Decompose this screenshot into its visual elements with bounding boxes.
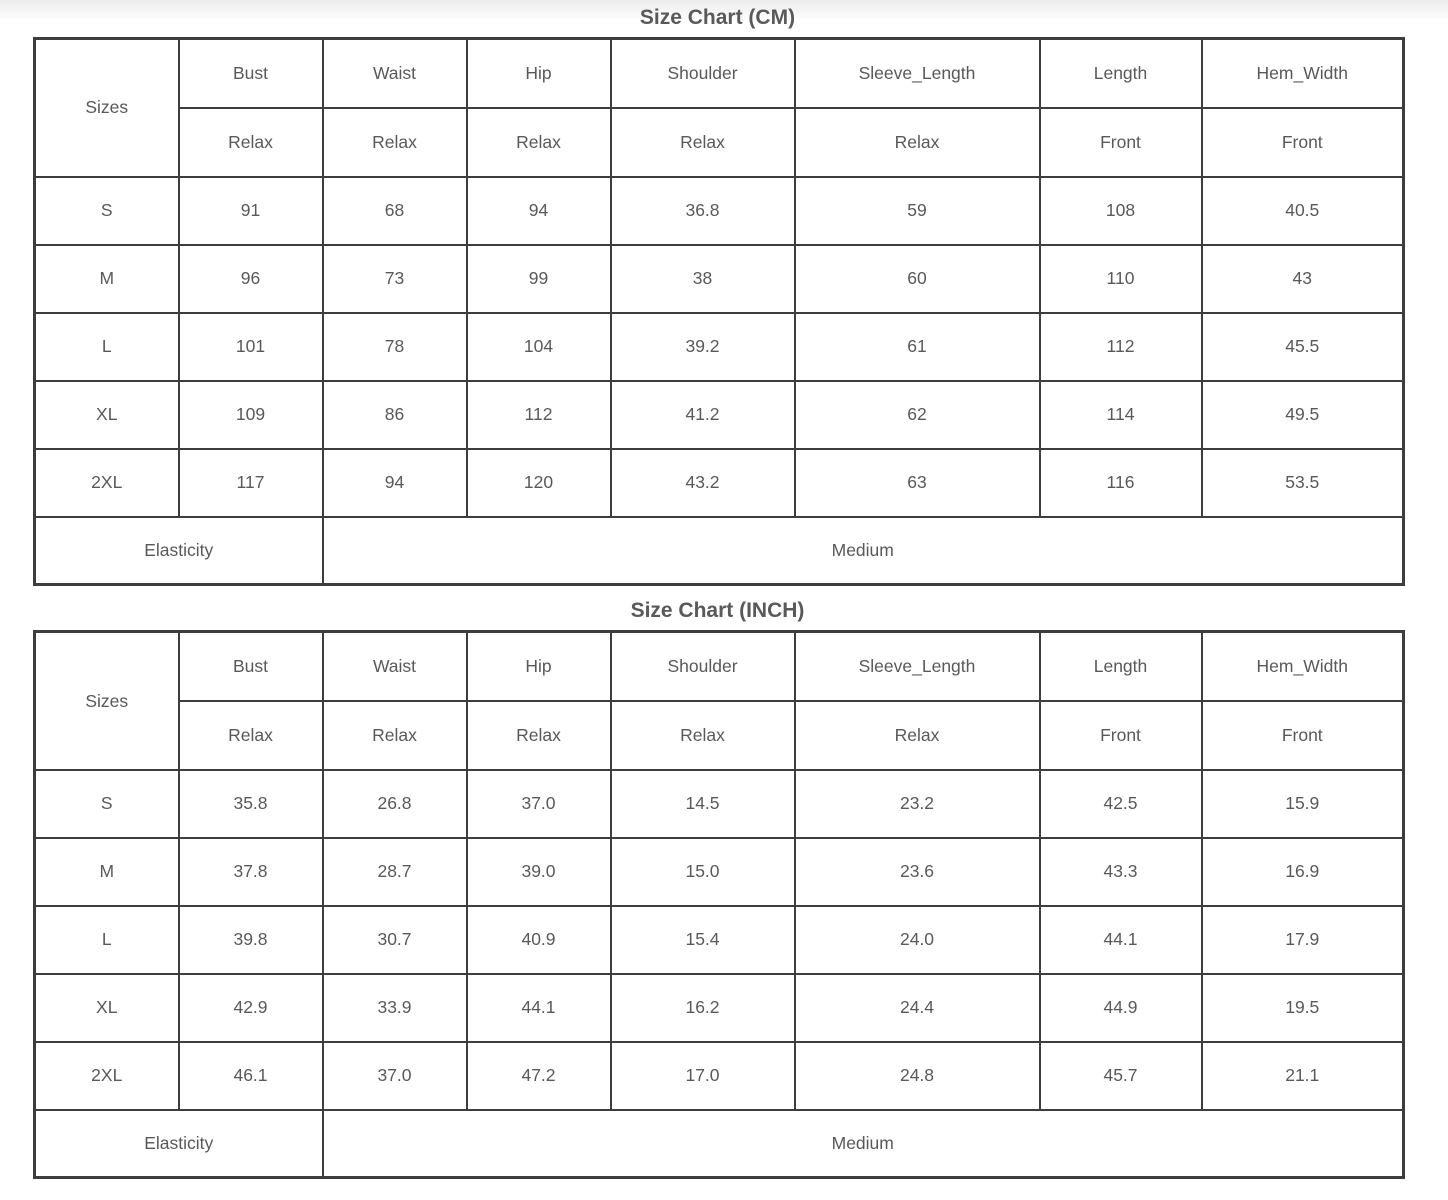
header-row-measurements <box>35 39 1404 108</box>
size-label: XL <box>35 974 179 1042</box>
column-subheader-length: Front <box>1040 108 1202 177</box>
measurement-value: 49.5 <box>1202 381 1404 449</box>
column-header-sleeve-length: Sleeve_Length <box>795 39 1040 108</box>
measurement-value: 116 <box>1040 449 1202 517</box>
measurement-value: 26.8 <box>323 770 467 838</box>
measurement-value: 101 <box>179 313 323 381</box>
size-chart-title: Size Chart (CM) <box>639 6 796 29</box>
column-header-waist: Waist <box>323 39 467 108</box>
column-header-hem-width: Hem_Width <box>1202 39 1404 108</box>
measurement-value: 86 <box>323 381 467 449</box>
size-label: 2XL <box>35 449 179 517</box>
size-label: L <box>35 313 179 381</box>
size-label: S <box>35 770 179 838</box>
measurement-value: 24.0 <box>795 906 1040 974</box>
size-row-2xl <box>35 1042 1404 1110</box>
measurement-value: 39.0 <box>467 838 611 906</box>
header-row-fit-type <box>35 701 1404 770</box>
size-row-xl <box>35 974 1404 1042</box>
column-header-bust: Bust <box>179 632 323 701</box>
measurement-value: 68 <box>323 177 467 245</box>
column-subheader-bust: Relax <box>179 701 323 770</box>
measurement-value: 45.5 <box>1202 313 1404 381</box>
measurement-value: 17.0 <box>611 1042 795 1110</box>
column-subheader-waist: Relax <box>323 108 467 177</box>
measurement-value: 42.9 <box>179 974 323 1042</box>
column-subheader-bust: Relax <box>179 108 323 177</box>
measurement-value: 114 <box>1040 381 1202 449</box>
column-header-length: Length <box>1040 632 1202 701</box>
measurement-value: 47.2 <box>467 1042 611 1110</box>
size-chart-section <box>33 586 1402 1179</box>
measurement-value: 30.7 <box>323 906 467 974</box>
measurement-value: 28.7 <box>323 838 467 906</box>
measurement-value: 96 <box>179 245 323 313</box>
size-row-s <box>35 770 1404 838</box>
measurement-value: 53.5 <box>1202 449 1404 517</box>
measurement-value: 21.1 <box>1202 1042 1404 1110</box>
measurement-value: 62 <box>795 381 1040 449</box>
size-label: M <box>35 838 179 906</box>
measurement-value: 37.0 <box>323 1042 467 1110</box>
measurement-value: 15.9 <box>1202 770 1404 838</box>
measurement-value: 120 <box>467 449 611 517</box>
measurement-value: 15.0 <box>611 838 795 906</box>
column-subheader-hem-width: Front <box>1202 108 1404 177</box>
measurement-value: 42.5 <box>1040 770 1202 838</box>
sizes-corner-cell: Sizes <box>35 632 179 770</box>
size-chart-title: Size Chart (INCH) <box>630 599 805 623</box>
header-row-fit-type <box>35 108 1404 177</box>
elasticity-row <box>35 1110 1404 1178</box>
measurement-value: 24.8 <box>795 1042 1040 1110</box>
elasticity-label-cell: Elasticity <box>35 1110 323 1178</box>
measurement-value: 60 <box>795 245 1040 313</box>
measurement-value: 61 <box>795 313 1040 381</box>
column-header-bust: Bust <box>179 39 323 108</box>
measurement-value: 40.5 <box>1202 177 1404 245</box>
size-row-l <box>35 313 1404 381</box>
size-row-m <box>35 245 1404 313</box>
measurement-value: 44.9 <box>1040 974 1202 1042</box>
measurement-value: 43.2 <box>611 449 795 517</box>
column-header-hip: Hip <box>467 39 611 108</box>
measurement-value: 112 <box>1040 313 1202 381</box>
measurement-value: 16.2 <box>611 974 795 1042</box>
measurement-value: 17.9 <box>1202 906 1404 974</box>
measurement-value: 41.2 <box>611 381 795 449</box>
measurement-value: 38 <box>611 245 795 313</box>
column-subheader-hem-width: Front <box>1202 701 1404 770</box>
measurement-value: 23.6 <box>795 838 1040 906</box>
measurement-value: 43 <box>1202 245 1404 313</box>
measurement-value: 108 <box>1040 177 1202 245</box>
size-label: S <box>35 177 179 245</box>
measurement-value: 59 <box>795 177 1040 245</box>
measurement-value: 94 <box>467 177 611 245</box>
measurement-value: 94 <box>323 449 467 517</box>
size-label: 2XL <box>35 1042 179 1110</box>
column-subheader-hip: Relax <box>467 108 611 177</box>
column-subheader-shoulder: Relax <box>611 701 795 770</box>
elasticity-label-cell: Elasticity <box>35 517 323 585</box>
measurement-value: 112 <box>467 381 611 449</box>
measurement-value: 99 <box>467 245 611 313</box>
measurement-value: 63 <box>795 449 1040 517</box>
measurement-value: 43.3 <box>1040 838 1202 906</box>
size-chart-table <box>33 630 1405 1179</box>
measurement-value: 14.5 <box>611 770 795 838</box>
column-header-length: Length <box>1040 39 1202 108</box>
measurement-value: 117 <box>179 449 323 517</box>
measurement-value: 46.1 <box>179 1042 323 1110</box>
measurement-value: 39.2 <box>611 313 795 381</box>
column-header-shoulder: Shoulder <box>611 632 795 701</box>
size-label: XL <box>35 381 179 449</box>
column-header-waist: Waist <box>323 632 467 701</box>
measurement-value: 44.1 <box>1040 906 1202 974</box>
measurement-value: 78 <box>323 313 467 381</box>
measurement-value: 104 <box>467 313 611 381</box>
measurement-value: 37.0 <box>467 770 611 838</box>
elasticity-value-cell: Medium <box>323 517 1404 585</box>
size-chart-section <box>33 0 1402 586</box>
measurement-value: 91 <box>179 177 323 245</box>
size-charts-container <box>33 0 1402 1179</box>
column-subheader-hip: Relax <box>467 701 611 770</box>
measurement-value: 24.4 <box>795 974 1040 1042</box>
size-row-s <box>35 177 1404 245</box>
size-label: L <box>35 906 179 974</box>
column-subheader-length: Front <box>1040 701 1202 770</box>
measurement-value: 40.9 <box>467 906 611 974</box>
sizes-corner-cell: Sizes <box>35 39 179 177</box>
measurement-value: 109 <box>179 381 323 449</box>
elasticity-value-cell: Medium <box>323 1110 1404 1178</box>
column-subheader-waist: Relax <box>323 701 467 770</box>
measurement-value: 33.9 <box>323 974 467 1042</box>
elasticity-row <box>35 517 1404 585</box>
column-subheader-sleeve-length: Relax <box>795 701 1040 770</box>
size-label: M <box>35 245 179 313</box>
column-header-shoulder: Shoulder <box>611 39 795 108</box>
size-row-2xl <box>35 449 1404 517</box>
measurement-value: 44.1 <box>467 974 611 1042</box>
size-row-m <box>35 838 1404 906</box>
size-row-l <box>35 906 1404 974</box>
measurement-value: 15.4 <box>611 906 795 974</box>
size-row-xl <box>35 381 1404 449</box>
measurement-value: 45.7 <box>1040 1042 1202 1110</box>
measurement-value: 36.8 <box>611 177 795 245</box>
measurement-value: 37.8 <box>179 838 323 906</box>
measurement-value: 110 <box>1040 245 1202 313</box>
measurement-value: 19.5 <box>1202 974 1404 1042</box>
size-chart-table <box>33 37 1405 586</box>
measurement-value: 35.8 <box>179 770 323 838</box>
column-subheader-sleeve-length: Relax <box>795 108 1040 177</box>
measurement-value: 39.8 <box>179 906 323 974</box>
column-header-hip: Hip <box>467 632 611 701</box>
measurement-value: 23.2 <box>795 770 1040 838</box>
column-subheader-shoulder: Relax <box>611 108 795 177</box>
measurement-value: 16.9 <box>1202 838 1404 906</box>
measurement-value: 73 <box>323 245 467 313</box>
header-row-measurements <box>35 632 1404 701</box>
column-header-hem-width: Hem_Width <box>1202 632 1404 701</box>
column-header-sleeve-length: Sleeve_Length <box>795 632 1040 701</box>
